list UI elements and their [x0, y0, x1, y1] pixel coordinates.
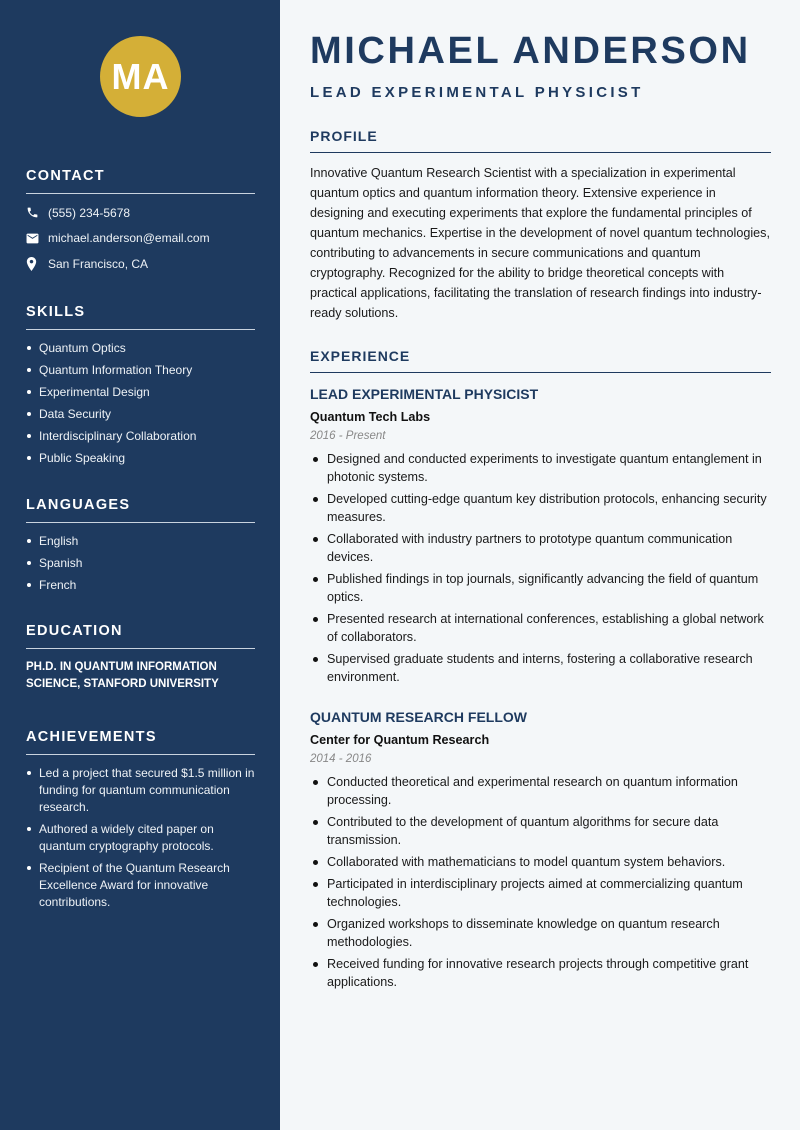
skill-item: Quantum Optics: [26, 340, 255, 356]
skills-section: [26, 304, 255, 472]
job-title: QUANTUM RESEARCH FELLOW: [310, 709, 527, 725]
contact-email: [26, 226, 255, 252]
phone-icon: [26, 206, 48, 219]
education-section: [26, 623, 255, 693]
contact-heading: CONTACT: [26, 168, 255, 194]
profile-heading: PROFILE: [310, 128, 771, 153]
job-dates: 2016 - Present: [310, 430, 386, 442]
achievement-item: Led a project that secured $1.5 million in funding for quantum communication research.: [26, 765, 255, 816]
skill-item: Public Speaking: [26, 450, 255, 466]
job-company: Quantum Tech Labs: [310, 410, 431, 424]
skill-item: Quantum Information Theory: [26, 362, 255, 378]
languages-heading: LANGUAGES: [26, 497, 255, 523]
achievement-item: Recipient of the Quantum Research Excellence Award for innovative contributions.: [26, 860, 255, 911]
job-bullet: Designed and conducted experiments to investigate quantum entanglement in photonic systems.: [310, 450, 772, 486]
profile-summary: Innovative Quantum Research Scientist with a specialization in experimental quantum optics and quantum information theory. Extensive experience in designing and executing experiments that explore the fundamental principles of quantum mechanics. Expertise in the development of novel quantum technologies, contributing to advancements in secure communications and quantum cryptography. Recognized for the ability to bridge theoretical concepts with practical applications, facilitating the translation of research findings into industry-ready solutions.: [310, 166, 770, 320]
job-dates: 2014 - 2016: [310, 753, 372, 765]
job-bullet: Collaborated with mathematicians to model quantum system behaviors.: [310, 853, 772, 871]
contact-phone: [26, 200, 255, 226]
languages-list: [26, 533, 255, 593]
avatar: MA: [100, 36, 181, 117]
candidate-title: LEAD EXPERIMENTAL PHYSICIST: [310, 84, 644, 101]
contact-location: [26, 251, 255, 277]
contact-email-text: michael.anderson@email.com: [48, 231, 210, 246]
education-degree: PH.D. IN QUANTUM INFORMATION SCIENCE, STANFORD UNIVERSITY: [26, 661, 219, 690]
achievements-section: [26, 729, 255, 916]
skill-item: Experimental Design: [26, 384, 255, 400]
job-bullet: Received funding for innovative research projects through competitive grant applications.: [310, 955, 772, 991]
education-heading: EDUCATION: [26, 623, 255, 649]
achievements-heading: ACHIEVEMENTS: [26, 729, 255, 755]
job-bullet: Contributed to the development of quantum algorithms for secure data transmission.: [310, 813, 772, 849]
job-bullet: Presented research at international conferences, establishing a global network of collaborators.: [310, 610, 772, 646]
job-bullet: Organized workshops to disseminate knowledge on quantum research methodologies.: [310, 915, 772, 951]
job-bullet: Published findings in top journals, significantly advancing the field of quantum optics.: [310, 570, 772, 606]
job-entry: [310, 709, 772, 995]
job-bullet: Collaborated with industry partners to prototype quantum communication devices.: [310, 530, 772, 566]
experience-heading: EXPERIENCE: [310, 348, 771, 373]
skill-item: Data Security: [26, 406, 255, 422]
job-title: LEAD EXPERIMENTAL PHYSICIST: [310, 386, 539, 402]
job-entry: [310, 386, 772, 690]
languages-section: [26, 497, 255, 599]
contact-location-text: San Francisco, CA: [48, 256, 149, 271]
language-item: Spanish: [26, 555, 255, 571]
skill-item: Interdisciplinary Collaboration: [26, 428, 255, 444]
language-item: French: [26, 577, 255, 593]
contact-section: [26, 168, 255, 277]
job-bullets: [310, 773, 772, 991]
job-bullet: Participated in interdisciplinary projects aimed at commercializing quantum technologies.: [310, 875, 772, 911]
achievements-list: [26, 765, 255, 911]
job-bullets: [310, 450, 772, 686]
job-bullet: Developed cutting-edge quantum key distribution protocols, enhancing security measures.: [310, 490, 772, 526]
skills-list: [26, 340, 255, 466]
job-company: Center for Quantum Research: [310, 733, 490, 747]
contact-list: [26, 200, 255, 277]
email-icon: [26, 233, 48, 244]
skills-heading: SKILLS: [26, 304, 255, 330]
achievement-item: Authored a widely cited paper on quantum cryptography protocols.: [26, 821, 255, 855]
candidate-name: MICHAEL ANDERSON: [310, 30, 751, 72]
sidebar: [0, 0, 280, 1130]
contact-phone-text: (555) 234-5678: [48, 205, 131, 220]
language-item: English: [26, 533, 255, 549]
job-bullet: Supervised graduate students and interns, fostering a collaborative research environment.: [310, 650, 772, 686]
job-bullet: Conducted theoretical and experimental research on quantum information processing.: [310, 773, 772, 809]
location-pin-icon: [26, 257, 48, 271]
